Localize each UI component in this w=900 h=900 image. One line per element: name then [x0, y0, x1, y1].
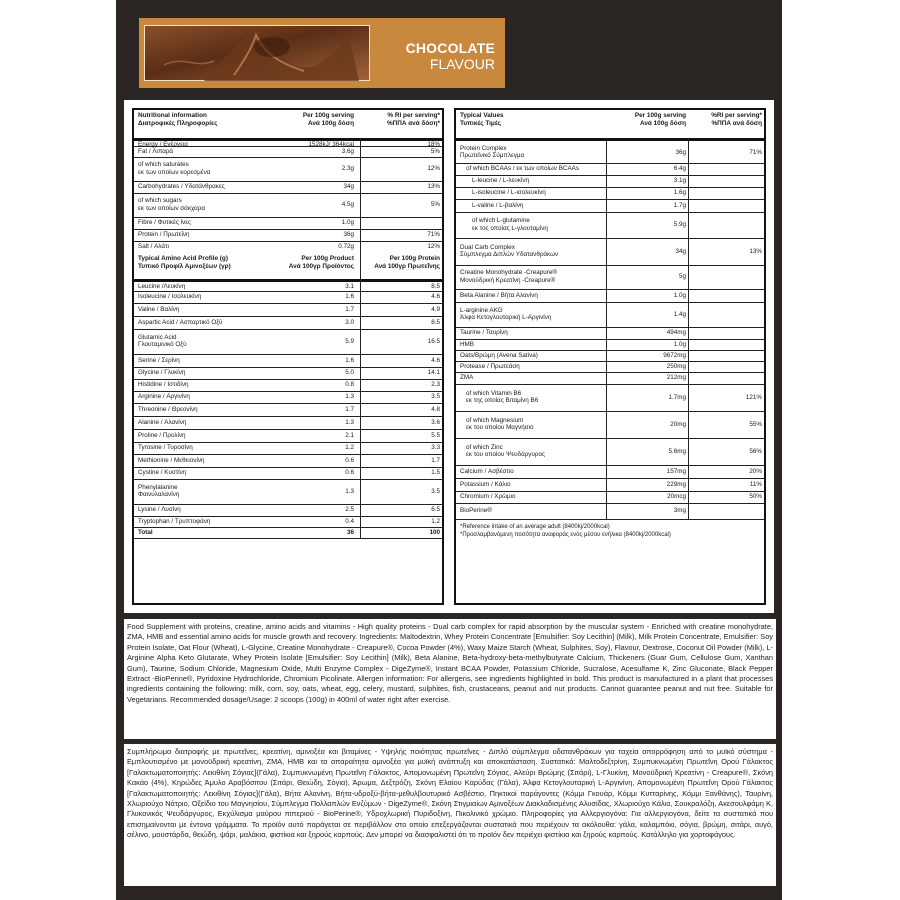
amino-row	[134, 504, 442, 516]
amino-row-ri: 2.3	[431, 381, 440, 389]
values-header-col2: %RI per serving* %ΠΠΑ ανά δόση	[711, 112, 762, 127]
amino-row	[134, 316, 442, 329]
nutrition-table-right	[454, 108, 766, 605]
nutrition-row-ri: 12%	[427, 165, 440, 173]
nutrition-card	[124, 100, 774, 613]
value-row-label: HMB	[460, 340, 474, 348]
nutrition-row-label: Energy / Ενέργεια	[138, 141, 188, 148]
value-row	[456, 199, 764, 212]
amino-row	[134, 467, 442, 479]
table-bottom-border	[456, 519, 764, 520]
value-row	[456, 212, 764, 238]
value-row-value: 34g	[675, 247, 686, 255]
values-header-label: Typical Values Τυπικές Τιμές	[460, 112, 504, 127]
nutrition-row-ri: 5%	[430, 201, 440, 209]
amino-row	[134, 442, 442, 454]
nutrition-header-col2: % RI per serving* %ΠΠΑ ανά δόση*	[386, 112, 440, 127]
amino-row	[134, 527, 442, 538]
value-row-label: Taurine / Ταυρίνη	[460, 329, 508, 337]
value-row	[456, 327, 764, 339]
nutrition-row-ri: 5%	[430, 147, 440, 155]
value-row-value: 9672mg	[663, 351, 686, 359]
amino-row-ri: 8.5	[431, 318, 440, 326]
value-row-value: 3mg	[673, 507, 686, 515]
amino-row-value: 1.7	[345, 405, 354, 413]
value-row	[456, 491, 764, 503]
nutrition-row-ri: 13%	[427, 183, 440, 191]
value-row-ri: 121%	[745, 393, 762, 401]
value-row-ri: 71%	[749, 148, 762, 156]
amino-row-value: 0.8	[345, 381, 354, 389]
value-row-value: 1.0g	[673, 291, 686, 299]
amino-row-label: Alanine / Αλανίνη	[138, 418, 187, 426]
table-bottom-border	[134, 538, 442, 539]
amino-row-value: 1.7	[345, 305, 354, 313]
value-row-label: L-isoleucine / L-ισολευκίνη	[472, 189, 546, 197]
amino-row-ri: 4.9	[431, 305, 440, 313]
amino-row-value: 5.0	[345, 369, 354, 377]
amino-row-value: 5.9	[345, 337, 354, 345]
value-row-label: Calcium / Ασβέστιο	[460, 467, 514, 475]
value-row	[456, 384, 764, 411]
value-row-value: 36g	[675, 148, 686, 156]
amino-row-value: 36	[346, 528, 354, 536]
value-row-label: L-leucine / L-λευκίνη	[472, 177, 529, 185]
value-row-label: of which Magnesium εκ του οποίου Μαγνήσιο	[466, 416, 534, 432]
nutrition-row-label: of which sugars εκ των οποίων σάκχαρα	[138, 197, 205, 212]
nutrition-row-ri: 12%	[427, 243, 440, 251]
value-row-label: Dual Carb Complex Σύμπλεγμα Διπλών Υδατανθράκων	[460, 243, 559, 259]
footnote-greek: *Προσλαμβανόμενη ποσότητα αναφοράς ενός μέσου ενήλικα (8400kj/2000kcal)	[460, 532, 671, 538]
nutrition-row-label: Fat / Λιπαρά	[138, 147, 174, 155]
nutrition-row	[134, 157, 442, 181]
nutrition-row-value: 1.0g	[341, 219, 354, 227]
amino-row-ri: 16.5	[427, 337, 440, 345]
amino-row	[134, 479, 442, 504]
nutrition-row	[134, 241, 442, 253]
value-row-ri: 13%	[749, 247, 762, 255]
amino-row-ri: 3.5	[431, 393, 440, 401]
amino-row	[134, 303, 442, 316]
value-row	[456, 465, 764, 478]
value-row-label: Protease / Πρωτεάση	[460, 362, 520, 370]
values-header	[456, 110, 764, 138]
amino-row-value: 1.3	[345, 487, 354, 495]
amino-row-ri: 1.7	[431, 456, 440, 464]
amino-row-value: 0.6	[345, 456, 354, 464]
amino-row	[134, 329, 442, 354]
value-row	[456, 302, 764, 327]
value-row-label: of which L-glutamine εκ τος οποίας L-γλουταμίνη	[472, 217, 548, 232]
nutrition-row	[134, 229, 442, 241]
value-row-label: BioPerine®	[460, 507, 492, 515]
amino-row-label: Arginine / Αργινίνη	[138, 393, 190, 401]
nutrition-row	[134, 181, 442, 193]
amino-row	[134, 454, 442, 467]
value-row	[456, 361, 764, 372]
nutrition-header-col1: Per 100g serving Ανά 100g δόση	[302, 112, 354, 127]
value-row-label: Oats/Βρώμη (Avena Sativa)	[460, 351, 538, 359]
amino-row-label: Aspartic Acid / Ασπαρτικό Οξύ	[138, 318, 223, 326]
amino-row-ri: 6.5	[431, 506, 440, 514]
amino-row-label: Proline / Προλίνη	[138, 431, 186, 439]
amino-row	[134, 403, 442, 416]
value-row-label: of which BCAAs / εκ των οποίων BCAAs	[466, 165, 579, 173]
value-row-label: Potassium / Κάλιο	[460, 480, 511, 488]
value-row-value: 1.7g	[673, 201, 686, 209]
value-row-label: L-arginine AKG Άλφα Κετογλουταρική L-Αργινίνη	[460, 306, 552, 322]
amino-row-label: Serine / Σερίνη	[138, 356, 180, 364]
amino-row-label: Total	[138, 528, 153, 536]
value-row	[456, 289, 764, 302]
nutrition-row	[134, 138, 442, 146]
amino-row-value: 1.6	[345, 356, 354, 364]
value-row	[456, 350, 764, 361]
value-row-value: 494mg	[666, 329, 686, 337]
value-row	[456, 138, 764, 163]
nutrition-row-label: Salt / Αλάτι	[138, 243, 169, 251]
ingredients-greek-text: Συμπλήρωμα διατροφής με πρωτεΐνες, κρεατίνη, αμινοξέα και βιταμίνες - Υψηλής ποιότητας πρωτεΐνες - Διπλό σύμπλεγμα υδατανθράκων για ταχεία απορρόφηση από το μυϊκό σύστημα - Εμπλουτισμένο με μονοϋδρική κρεατίνη, ZMA, HMB και τα απαραίτητα αμινοξέα για μυϊκή ανάπτυξη και αποκατάσταση. Συστατικά: Μαλτοδεξτρίνη, Συμπυκνωμένη Πρωτεΐνη Ορού Γάλακτος [Γαλακτωματοποιητής: Λεκιθίνη Σόγιας](Γάλα), Συμπυκνωμένη Πρωτεΐνη Γάλακτος, Απομονωμένη Πρωτεΐνη Σόγιας, Αλεύρι Βρώμης (Σιτάρι), L-Γλυκίνη, Μονοϋδρική Κρεατίνη - Creapure®, Σκόνη Κακάο (4%), Κηρώδες Άμυλο Αραβόσιτου (Σιτάρι, Θειώδη, Σόγια), Άρωμα, Δεξτρόζη, Σκόνη Ελαίου Καρύδας (Γάλα), Άλφα Κετογλουταρική L-Αργινίνη, Απομονωμένη Πρωτεΐνη Ορού Γάλακτος [Γαλακτωματοποιητής: Λεκιθίνη Σόγιας](Γάλα), Βήτα Αλανίνη, Βήτα-υδροξύ-βήτα-μεθυλβουτυρικό Ασβέστιο, Πηκτικοί παράγοντες (Κόμμι Γκουάρ, Κόμμι Κυτταρίνης, Κόμμι Ξανθάνης), Ταυρίνη, Χλωριούχο Νάτριο, Οξείδιο του Μαγνησίου, Σύμπλεγμα Πολλαπλών Ενζύμων - DigeZyme®, Σκόνη Στιγμιαίων Αμινοξέων Διακλαδισμένης Αλυσίδας, Χλωριούχο Κάλιο, Σουκραλόζη, Ακεσουλφάμη Κ, Γλυκονικός Ψευδάργυρος, Εκχύλισμα μαύρου πιπεριού - BioPerine®, Υδροχλωρική Πυριδοξίνη, Πικολινικό χρώμιο. Πληροφορίες για Αλλεργιογόνα: Για αλλεργιογόνα, δείτε τα συστατικά που επισημαίνονται με έντονα γράμματα. Το προϊόν αυτό παράγεται σε περιβάλλον στο οποίο επεξεργάζονται συστατικά που περιέχουν τα ακόλουθα: γάλα, καλαμπόκι, σόγια, βρώμη, σιτάρι, αυγό, σέλινο, μουστάρδα, θειώδη, ψάρι, μαλάκια, φιστίκια και ξηρούς καρπούς. Δεν μπορεί να διασφαλιστεί ότι το προϊόν δεν περιέχει φιστίκια και ξηρούς καρπούς. Κατάλληλο για χορτοφάγους.	[127, 747, 773, 840]
amino-row-ri: 1.5	[431, 469, 440, 477]
nutrition-row-ri: 71%	[427, 231, 440, 239]
amino-row-ri: 14.1	[427, 369, 440, 377]
value-row	[456, 265, 764, 289]
nutrition-row	[134, 193, 442, 217]
amino-row-ri: 4.8	[431, 405, 440, 413]
amino-header-col2: Per 100g Protein Ανά 100γρ Πρωτεΐνης	[374, 255, 440, 270]
amino-row-label: Histidine / Ιστιδίνη	[138, 381, 189, 389]
amino-row-label: Glycine / Γλυκίνη	[138, 369, 186, 377]
value-row	[456, 503, 764, 519]
nutrition-row-value: 3.6g	[341, 147, 354, 155]
value-row-label: L-valine / L-βαλίνη	[472, 201, 524, 209]
amino-row	[134, 354, 442, 367]
value-row-value: 6.4g	[673, 165, 686, 173]
value-row-value: 229mg	[666, 480, 686, 488]
value-row	[456, 411, 764, 438]
amino-row-label: Tyrosine / Τυροσίνη	[138, 444, 193, 452]
amino-row-value: 0.4	[345, 517, 354, 525]
amino-row-label: Phenylalanine Φαινυλαλανίνη	[138, 483, 180, 499]
nutrition-row-label: of which saturates εκ των οποίων κορεσμένα	[138, 161, 211, 176]
value-row-value: 1.4g	[673, 310, 686, 318]
amino-row-label: Cystine / Κυστίνη	[138, 469, 187, 477]
amino-row-ri: 3.3	[431, 444, 440, 452]
value-row-value: 157mg	[666, 467, 686, 475]
value-row	[456, 238, 764, 265]
ingredients-greek	[124, 744, 776, 886]
amino-row-ri: 4.6	[431, 293, 440, 301]
value-row-ri: 55%	[749, 420, 762, 428]
value-row-label: ZMA	[460, 374, 474, 382]
value-row-value: 250mg	[666, 362, 686, 370]
amino-row-label: Lysine / Λυσίνη	[138, 506, 181, 514]
value-row	[456, 187, 764, 199]
amino-row-label: Threonine / Θρεονίνη	[138, 405, 198, 413]
nutrition-row-ri: 18%	[427, 141, 440, 148]
value-row-ri: 20%	[749, 467, 762, 475]
column-divider	[688, 138, 689, 519]
amino-row-label: Glutamic Acid Γλουταμινικό Οξύ	[138, 333, 187, 349]
amino-row	[134, 429, 442, 442]
amino-row-value: 3.0	[345, 318, 354, 326]
ingredients-english-text: Food Supplement with proteins, creatine, amino acids and vitamins - High quality proteins - Dual carb complex for rapid absorption by the muscular system - Enriched with creatine monohydrate, ZMA, HMB and essential amino acids for muscle growth and recovery. Ingredients: Maltodextrin, Whey Protein Concentrate [Emulsifier: Soy Lecithin] (Milk), Milk Protein Concentrate, Emulsifier: Soy Protein Isolate, Oat Flour (Wheat), L-Glycine, Creatine Monohydrate - Creapure®, Cocoa Powder (4%), Waxy Maize Starch (Wheat, Sulphites, Soy), Flavour, Dextrose, Coconut Oil Powder (Milk), L-Arginine Alpha Keto Glutarate, Whey Protein Isolate [Emulsifier: Soy Lecithin] (Milk), Beta Alanine, Beta-hydroxy-beta-methylbutyrate Calcium, Thickeners (Guar Gum, Cellulose Gum, Xanthan Gum), Taurine, Sodium Chloride, Magnesium Oxide, Multi Enzyme Complex - DigeZyme®, Instant BCAA Powder, Potassium Chloride, Sucralose, Acesulfame K, Zinc Gluconate, Black Pepper Extract -BioPerine®, Pyridoxine Hydrochloride, Chromium Picolinate. Allergen information: For allergens, see ingredients highlighted in bold. This product is manufactured in a plant that processes ingredients containing the following: milk, corn, soy, oats, wheat, egg, celery, mustard, sulphites, fish, crustaceans, peanut and nut products. Cannot guarantee peanut and nut free. Suitable for Vegetarians. Recommended dosage/Usage: 2 scoops (100g) in 400ml of water right after exercise.	[127, 622, 773, 704]
nutrition-row-value: 1528kJ/ 364kcal	[308, 141, 354, 148]
nutrition-row-label: Carbohydrates / Υδατάνθρακες	[138, 183, 225, 191]
value-row-label: of which Vitamin B6 εκ της οποίας Βιταμίνη Β6	[466, 389, 539, 405]
amino-row-ri: 4.6	[431, 356, 440, 364]
value-row-label: Beta Alanine / Βήτα Αλανίνη	[460, 291, 538, 299]
value-row-value: 3.1g	[673, 177, 686, 185]
value-row-value: 212mg	[666, 374, 686, 382]
value-row-label: Creatine Monohydrate -Creapure® Μονοϋδρική Κρεατίνη -Creapure®	[460, 269, 558, 284]
nutrition-row-value: 2.3g	[341, 165, 354, 173]
amino-row	[134, 291, 442, 303]
value-row-ri: 56%	[749, 447, 762, 455]
amino-row-value: 1.6	[345, 293, 354, 301]
amino-row	[134, 391, 442, 403]
amino-row-label: Leucine /Λευκίνη	[138, 283, 186, 291]
amino-row	[134, 379, 442, 391]
amino-header-col1: Per 100g Product Ανά 100γρ Προϊόντος	[288, 255, 354, 270]
value-row	[456, 339, 764, 350]
nutrition-row-value: 34g	[343, 183, 354, 191]
nutrition-row-value: 36g	[343, 231, 354, 239]
value-row	[456, 478, 764, 491]
value-row	[456, 438, 764, 465]
value-row	[456, 163, 764, 175]
value-row-value: 5.6mg	[668, 447, 686, 455]
nutrition-table-left	[132, 108, 444, 605]
value-row	[456, 372, 764, 384]
flavour-subtitle: FLAVOUR	[429, 56, 495, 72]
nutrition-header-label: Nutritional information Διατροφικές Πληροφορίες	[138, 112, 218, 127]
amino-row-ri: 8.5	[431, 283, 440, 291]
amino-row-label: Methionine / Μεθειονίνη	[138, 456, 205, 464]
value-row-value: 5g	[678, 273, 686, 281]
amino-row-ri: 3.6	[431, 418, 440, 426]
amino-row-ri: 3.5	[431, 487, 440, 495]
value-row-ri: 50%	[749, 493, 762, 501]
value-row-label: Chromium / Χρώμιο	[460, 493, 516, 501]
column-divider	[360, 138, 361, 538]
nutrition-row-value: 4.5g	[341, 201, 354, 209]
amino-row-value: 2.1	[345, 431, 354, 439]
nutrition-header	[134, 110, 442, 138]
value-row-value: 20mg	[670, 420, 686, 428]
amino-header	[134, 253, 442, 279]
amino-row	[134, 516, 442, 527]
chocolate-splash-image	[144, 25, 370, 81]
amino-row-value: 0.6	[345, 469, 354, 477]
column-divider	[606, 138, 607, 519]
amino-row-ri: 5.5	[431, 431, 440, 439]
nutrition-row-value: 0.72g	[338, 243, 354, 251]
nutrition-row	[134, 146, 442, 157]
amino-row-ri: 100	[429, 528, 440, 536]
amino-row-value: 2.5	[345, 506, 354, 514]
amino-row-value: 1.3	[345, 393, 354, 401]
value-row-value: 5.9g	[673, 221, 686, 229]
amino-row-value: 1.2	[345, 444, 354, 452]
flavour-banner	[139, 18, 505, 88]
amino-header-label: Typical Amino Acid Profile (g) Τυπικό Προφίλ Αμινοξέων (γρ)	[138, 255, 231, 270]
value-row-ri: 11%	[749, 480, 762, 488]
amino-row-value: 1.3	[345, 418, 354, 426]
value-row-value: 1.7mg	[668, 393, 686, 401]
amino-row	[134, 279, 442, 291]
amino-row-ri: 1.2	[431, 517, 440, 525]
amino-row-label: Isoleucine / Ισολευκίνη	[138, 293, 202, 301]
value-row-label: Protein Complex Πρωτεϊνικό Σύμπλεγμα	[460, 144, 525, 160]
value-row-value: 1.0g	[673, 340, 686, 348]
amino-row	[134, 416, 442, 429]
amino-row-label: Valine / Βαλίνη	[138, 305, 180, 313]
value-row-value: 1.6g	[673, 189, 686, 197]
amino-row-value: 3.1	[345, 283, 354, 291]
value-row	[456, 175, 764, 187]
values-header-col1: Per 100g serving Ανά 100g δόση	[634, 112, 686, 127]
amino-row	[134, 367, 442, 379]
amino-row-label: Tryptophan / Τρυπτοφάνη	[138, 517, 211, 525]
nutrition-row-label: Protein / Πρωτεΐνη	[138, 231, 190, 239]
value-row-value: 20mcg	[667, 493, 686, 501]
flavour-name: CHOCOLATE	[405, 40, 495, 56]
value-row-label: of which Zinc εκ του οποίου Ψευδάργυρος	[466, 443, 546, 459]
footnote-english: *Reference intake of an average adult (8400kj/2000kcal)	[460, 524, 610, 530]
nutrition-row-label: Fibre / Φυτικές ίνες	[138, 219, 192, 227]
ingredients-english	[124, 619, 776, 739]
nutrition-row	[134, 217, 442, 229]
